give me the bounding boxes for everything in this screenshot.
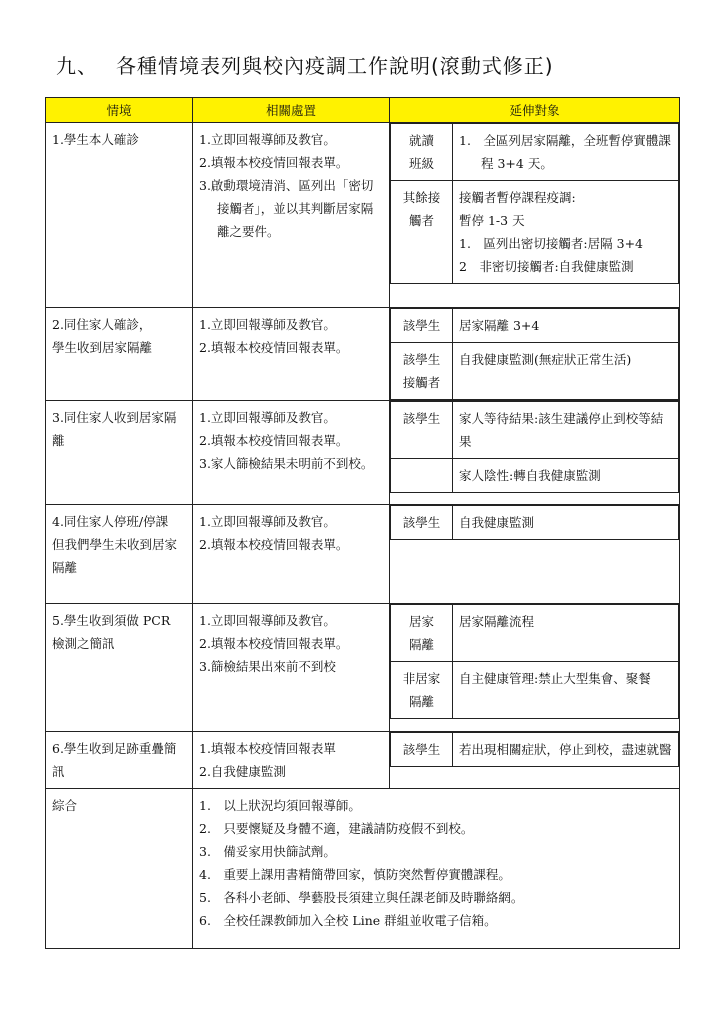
target-content-line: 家人等待結果:該生建議停止到校等結果	[459, 411, 664, 449]
target-label-line: 該學生	[402, 515, 441, 530]
targets-subtable	[390, 308, 679, 400]
target-label	[391, 343, 453, 400]
target-label-text	[391, 459, 452, 469]
actions-list	[193, 505, 389, 561]
action-item: 1.立即回報導師及教官。	[199, 317, 336, 332]
target-row	[391, 459, 679, 493]
target-label	[391, 605, 453, 662]
target-content-text	[453, 124, 678, 180]
situation-table	[45, 97, 680, 949]
target-label-text	[391, 402, 452, 435]
table-row	[46, 505, 680, 604]
target-label-line: 非居家	[402, 671, 441, 686]
target-label	[391, 402, 453, 459]
target-label-text	[391, 343, 452, 399]
target-content-line: 接觸者暫停課程疫調:	[459, 190, 576, 205]
summary-item: 3. 備妥家用快篩試劑。	[199, 844, 336, 859]
targets-cell	[390, 123, 680, 308]
targets-cell	[390, 732, 680, 789]
target-row	[391, 733, 679, 767]
situation-line: 1.學生本人確診	[52, 132, 139, 147]
header-situation: 情境	[46, 98, 193, 123]
situation-line: 但我們學生未收到居家隔離	[52, 537, 178, 575]
target-content-line: 自主健康管理:禁止大型集會、聚餐	[459, 671, 651, 686]
situation-cell	[46, 308, 193, 401]
title-text: 各種情境表列與校內疫調工作說明(滾動式修正)	[116, 54, 554, 78]
action-item: 2.填報本校疫情回報表單。	[199, 155, 349, 170]
table-row	[46, 123, 680, 308]
header-targets: 延伸對象	[390, 98, 680, 123]
summary-item: 6. 全校任課教師加入全校 Line 群組並收電子信箱。	[199, 913, 497, 928]
target-content-text	[453, 662, 678, 695]
action-item: 1.立即回報導師及教官。	[199, 514, 336, 529]
targets-subtable	[390, 505, 679, 540]
targets-subtable	[390, 732, 679, 767]
page-title	[56, 50, 554, 79]
target-label-line: 接觸者	[402, 375, 441, 390]
target-label	[391, 733, 453, 767]
summary-items	[193, 789, 679, 937]
situation-cell	[46, 732, 193, 789]
summary-label: 綜合	[52, 798, 78, 813]
target-label	[391, 662, 453, 719]
targets-subtable	[390, 401, 679, 493]
target-content-line: 居家隔離 3+4	[459, 318, 540, 333]
action-item: 2.填報本校疫情回報表單。	[199, 537, 349, 552]
target-content	[453, 181, 679, 284]
action-item: 3.篩檢結果出來前不到校	[199, 659, 336, 674]
target-content-line: 2 非密切接觸者:自我健康監測	[459, 259, 634, 274]
target-label-line: 該學生	[402, 318, 441, 333]
target-content-text	[453, 402, 678, 458]
situation-line: 4.同住家人停班/停課	[52, 514, 169, 529]
target-label	[391, 181, 453, 284]
target-row	[391, 662, 679, 719]
target-label-text	[391, 733, 452, 766]
target-label-text	[391, 124, 452, 180]
action-item: 2.填報本校疫情回報表單。	[199, 433, 349, 448]
target-label-line: 該學生	[402, 742, 441, 757]
actions-cell	[193, 123, 390, 308]
target-row	[391, 506, 679, 540]
actions-cell	[193, 604, 390, 732]
action-item: 3.家人篩檢結果未明前不到校。	[199, 456, 374, 471]
table-row	[46, 308, 680, 401]
target-content-text	[453, 733, 678, 766]
summary-label-cell	[46, 789, 193, 949]
target-label	[391, 309, 453, 343]
action-item: 2.自我健康監測	[199, 764, 286, 779]
table-row	[46, 732, 680, 789]
actions-cell	[193, 732, 390, 789]
target-row	[391, 605, 679, 662]
table-row	[46, 401, 680, 505]
target-row	[391, 402, 679, 459]
target-label-text	[391, 662, 452, 718]
target-content	[453, 459, 679, 493]
target-content-line: 自我健康監測	[459, 515, 535, 530]
target-label-line: 該學生	[402, 411, 441, 426]
target-label-line: 其餘接	[402, 190, 441, 205]
target-row	[391, 181, 679, 284]
target-content-line: 1. 全區列居家隔離，全班暫停實體課程 3+4 天。	[459, 133, 671, 171]
actions-cell	[193, 401, 390, 505]
target-content	[453, 733, 679, 767]
actions-cell	[193, 505, 390, 604]
target-content-text	[453, 605, 678, 638]
target-row	[391, 124, 679, 181]
situation-cell	[46, 123, 193, 308]
situation-line: 5.學生收到須做 PCR 檢測之簡訊	[52, 613, 171, 651]
target-label	[391, 459, 453, 493]
table-row	[46, 604, 680, 732]
action-item: 1.立即回報導師及教官。	[199, 410, 336, 425]
target-content-text	[453, 506, 678, 539]
target-content-line: 居家隔離流程	[459, 614, 535, 629]
situation-line: 3.同住家人收到居家隔離	[52, 410, 177, 448]
situation-text	[46, 505, 192, 584]
target-label	[391, 506, 453, 540]
target-content	[453, 662, 679, 719]
table-header-row	[46, 98, 680, 123]
actions-list	[193, 401, 389, 480]
target-content	[453, 309, 679, 343]
action-item: 3.啟動環境清消、區列出「密切接觸者」，並以其判斷居家隔離之要件。	[199, 178, 374, 239]
situation-line: 2.同住家人確診，	[52, 317, 152, 332]
target-content-line: 若出現相關症狀，停止到校，盡速就醫	[459, 742, 672, 757]
target-content-line: 自我健康監測(無症狀正常生活)	[459, 352, 632, 367]
target-content-text	[453, 343, 678, 376]
actions-list	[193, 604, 389, 683]
situation-cell	[46, 505, 193, 604]
actions-list	[193, 308, 389, 364]
target-content	[453, 605, 679, 662]
situation-line: 學生收到居家隔離	[52, 340, 153, 355]
summary-item: 2. 只要懷疑及身體不適，建議請防疫假不到校。	[199, 821, 474, 836]
target-label-line: 班級	[408, 156, 434, 171]
situation-text	[46, 732, 192, 788]
targets-cell	[390, 308, 680, 401]
situation-line: 6.學生收到足跡重疊簡訊	[52, 741, 177, 779]
target-label-line: 就讀	[408, 133, 434, 148]
target-label-line: 該學生	[402, 352, 441, 367]
situation-text	[46, 604, 192, 660]
target-label-line: 觸者	[408, 213, 434, 228]
summary-items-cell	[193, 789, 680, 949]
actions-cell	[193, 308, 390, 401]
target-content-text	[453, 459, 678, 492]
targets-subtable	[390, 604, 679, 719]
target-label-text	[391, 181, 452, 237]
action-item: 2.填報本校疫情回報表單。	[199, 636, 349, 651]
target-content	[453, 402, 679, 459]
target-label-text	[391, 605, 452, 661]
title-number: 九、	[56, 54, 98, 78]
actions-list	[193, 123, 389, 248]
target-label-line: 居家	[408, 614, 434, 629]
actions-list	[193, 732, 389, 788]
target-content-line: 家人陰性:轉自我健康監測	[459, 468, 601, 483]
situation-text	[46, 401, 192, 457]
situation-text	[46, 308, 192, 364]
target-content-line: 暫停 1-3 天	[459, 213, 525, 228]
target-content-text	[453, 181, 678, 283]
target-content	[453, 343, 679, 400]
targets-cell	[390, 505, 680, 604]
targets-cell	[390, 604, 680, 732]
action-item: 2.填報本校疫情回報表單。	[199, 340, 349, 355]
target-label-text	[391, 309, 452, 342]
action-item: 1.立即回報導師及教官。	[199, 613, 336, 628]
targets-cell	[390, 401, 680, 505]
summary-row	[46, 789, 680, 949]
target-content-text	[453, 309, 678, 342]
target-label-line: 隔離	[408, 637, 434, 652]
situation-cell	[46, 401, 193, 505]
targets-subtable	[390, 123, 679, 284]
target-content	[453, 124, 679, 181]
summary-item: 5. 各科小老師、學藝股長須建立與任課老師及時聯絡網。	[199, 890, 524, 905]
action-item: 1.填報本校疫情回報表單	[199, 741, 336, 756]
situation-cell	[46, 604, 193, 732]
header-actions: 相關處置	[193, 98, 390, 123]
target-label-text	[391, 506, 452, 539]
summary-item: 1. 以上狀況均須回報導師。	[199, 798, 361, 813]
target-label-line: 隔離	[408, 694, 434, 709]
target-content-line: 1. 區列出密切接觸者:居隔 3+4	[459, 236, 643, 251]
target-content	[453, 506, 679, 540]
target-row	[391, 309, 679, 343]
action-item: 1.立即回報導師及教官。	[199, 132, 336, 147]
target-row	[391, 343, 679, 400]
situation-text	[46, 123, 192, 156]
target-label	[391, 124, 453, 181]
summary-item: 4. 重要上課用書精簡帶回家，慎防突然暫停實體課程。	[199, 867, 511, 882]
